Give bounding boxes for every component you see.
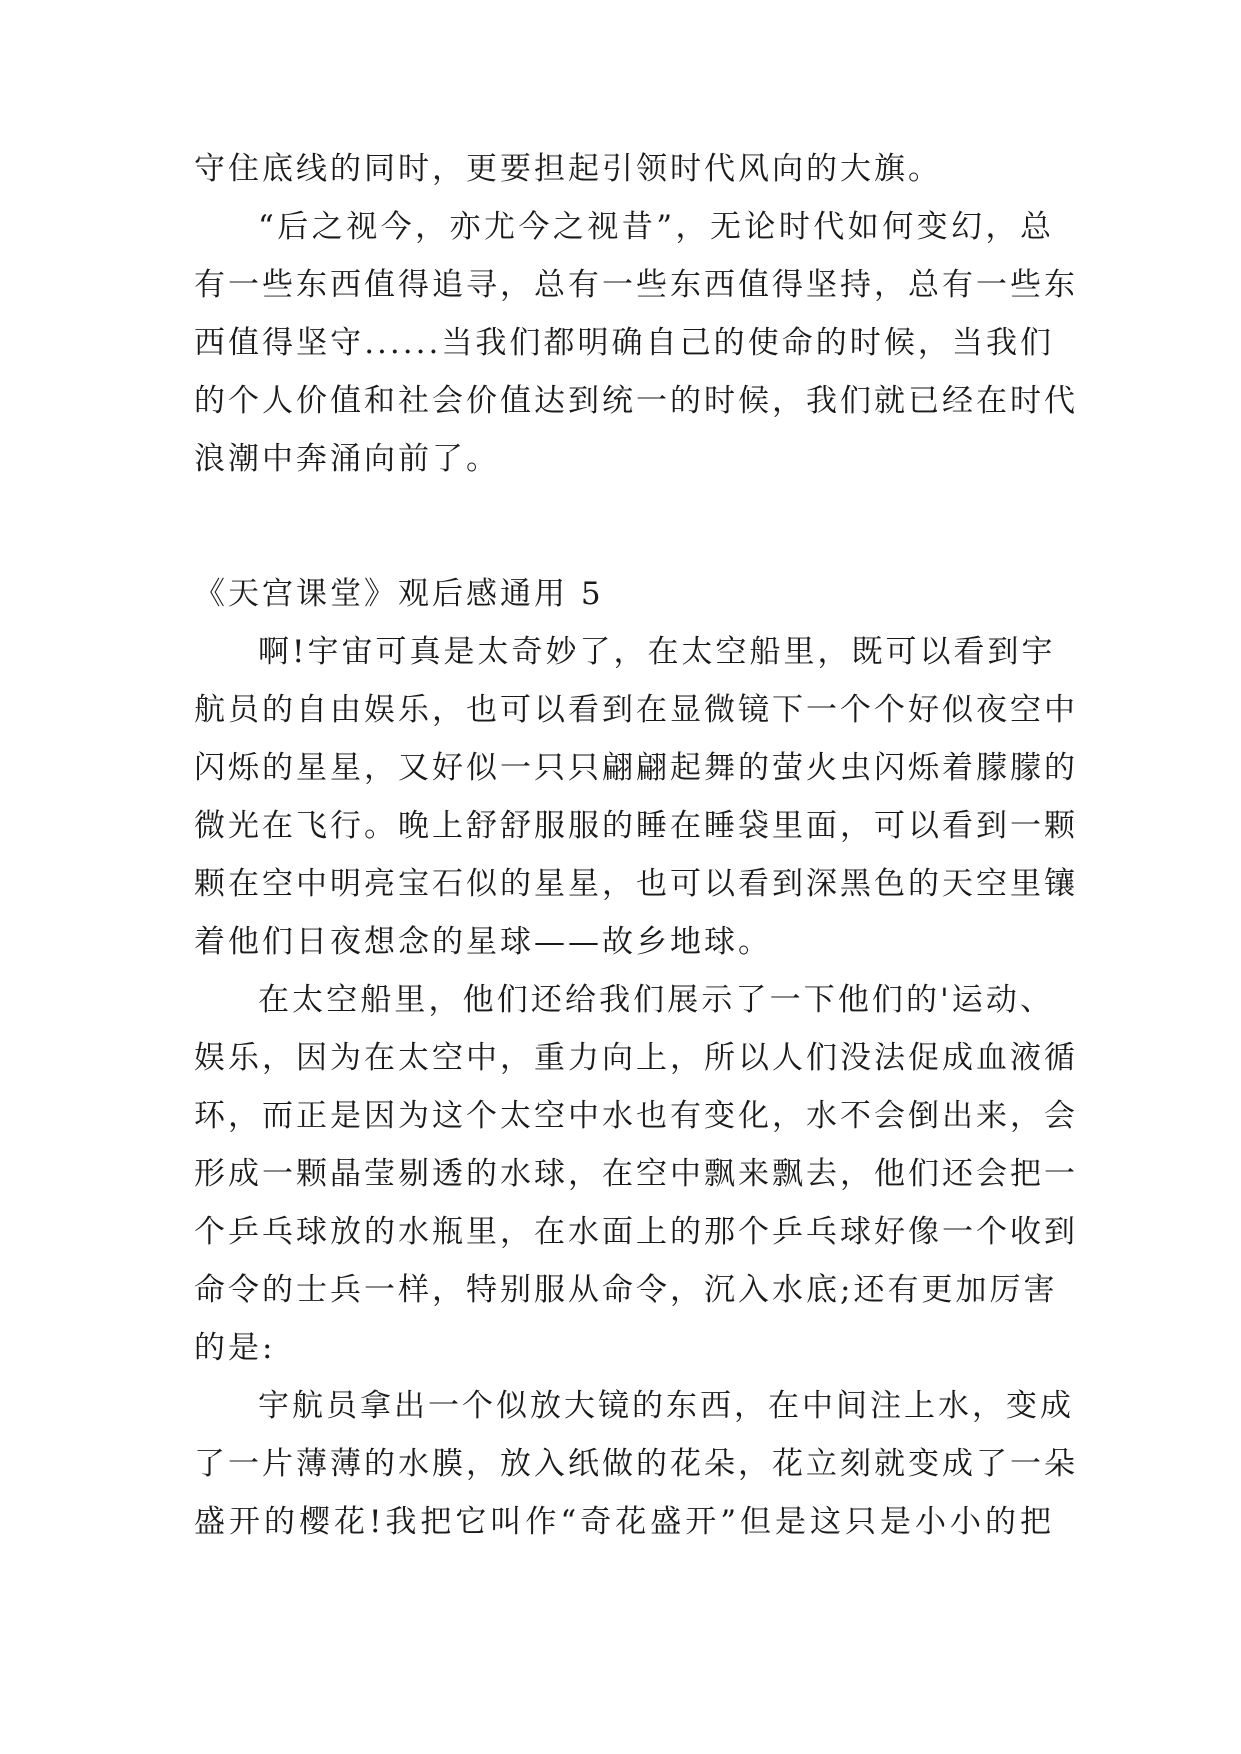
section-block (194, 565, 1054, 623)
paragraph-block-1 (194, 140, 1078, 488)
text-line: 西值得坚守......当我们都明确自己的使命的时候，当我们 (194, 325, 1054, 361)
text-line: 形成一颗晶莹剔透的水球，在空中飘来飘去，他们还会把一 (194, 1156, 1078, 1192)
section-heading: 《天宫课堂》观后感通用 5 (194, 576, 604, 612)
text-line: 命令的士兵一样，特别服从命令，沉入水底;还有更加厉害 (194, 1272, 1058, 1308)
text-line: 航员的自由娱乐，也可以看到在显微镜下一个个好似夜空中 (194, 692, 1078, 728)
text-line: 环，而正是因为这个太空中水也有变化，水不会倒出来，会 (194, 1098, 1078, 1134)
text-line: 有一些东西值得追寻，总有一些东西值得坚持，总有一些东 (194, 267, 1078, 303)
text-line: 啊!宇宙可真是太奇妙了，在太空船里，既可以看到宇 (258, 634, 1056, 670)
text-line: 宇航员拿出一个似放大镜的东西，在中间注上水，变成 (258, 1388, 1074, 1424)
text-line: 的是: (194, 1330, 276, 1366)
text-line: 闪烁的星星，又好似一只只翩翩起舞的萤火虫闪烁着朦朦的 (194, 750, 1078, 786)
text-line: “后之视今，亦尤今之视昔”，无论时代如何变幻，总 (258, 209, 1054, 245)
text-line: 的个人价值和社会价值达到统一的时候，我们就已经在时代 (194, 383, 1078, 419)
text-line: 娱乐，因为在太空中，重力向上，所以人们没法促成血液循 (194, 1040, 1078, 1076)
paragraph-block-2 (194, 623, 1078, 1551)
text-line: 了一片薄薄的水膜，放入纸做的花朵，花立刻就变成了一朵 (194, 1446, 1078, 1482)
text-line: 微光在飞行。晚上舒舒服服的睡在睡袋里面，可以看到一颗 (194, 808, 1078, 844)
text-line: 颗在空中明亮宝石似的星星，也可以看到深黑色的天空里镶 (194, 866, 1078, 902)
text-line: 浪潮中奔涌向前了。 (194, 441, 500, 477)
text-line: 着他们日夜想念的星球——故乡地球。 (194, 924, 772, 960)
text-line: 个乒乓球放的水瓶里，在水面上的那个乒乓球好像一个收到 (194, 1214, 1078, 1250)
text-line: 盛开的樱花!我把它叫作“奇花盛开”但是这只是小小的把 (194, 1504, 1054, 1540)
text-line: 守住底线的同时，更要担起引领时代风向的大旗。 (194, 151, 942, 187)
text-line: 在太空船里，他们还给我们展示了一下他们的'运动、 (258, 982, 1054, 1018)
